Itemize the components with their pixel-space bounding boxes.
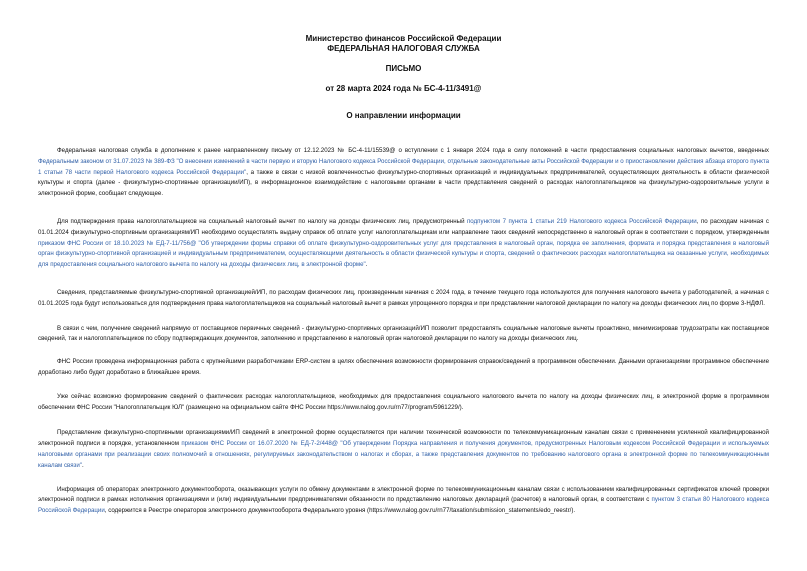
paragraph-2-text-b: , по расходам начиная с 01.01.2024 физкультурно-спортивным организациям/ИП необходимо осуществлять выдачу справок об оплате услуг налогоплательщикам или направление таких сведений непосредственно в налоговый орган в соответствии с порядком, утвержденным	[38, 217, 769, 236]
paragraph-5: ФНС России проведена информационная работа с крупнейшими разработчиками ERP-систем в целях обеспечения возможности формирования справок/сведений в программном обеспечении. Данными организациями программное обеспечение доработано либо будет доработано в ближайшее время.	[38, 358, 769, 376]
paragraph-2	[38, 217, 769, 271]
document-date-number: от 28 марта 2024 года № БС-4-11/3491@	[325, 84, 482, 93]
paragraph-7	[38, 428, 769, 471]
paragraph-8	[38, 485, 769, 517]
tax-code-80-link[interactable]: пунктом 3 статьи 80 Налогового кодекса Российской Федерации	[38, 496, 769, 515]
document-type: ПИСЬМО	[385, 64, 422, 73]
letter-page	[38, 0, 769, 517]
paragraph-7-text-a: Представление физкультурно-спортивными организациями/ИП сведений в электронной форме осуществляется при наличии технической возможности по телекоммуникационным каналам связи с применением усиленной квалифицированной электронной подписи в порядке, установленном	[38, 429, 769, 448]
paragraph-2-text-c: .	[365, 261, 368, 269]
order-ed-7-11-756-link[interactable]: приказом ФНС России от 18.10.2023 № ЕД-7-11/756@ "Об утверждении формы справки об оплате физкультурно-оздоровительных услуг для представления в налоговый орган, порядка ее заполнения, формата и порядка представления в налоговый орган физкультурно-спортивной организацией и индивидуальным предпринимателем, осуществляющими деятельность в области физической культуры и спорта, сведений о фактических расходах налогоплательщика на оказанные услуги, необходимых для предоставления социального налогового вычета по налогу на доходы физических лиц, в электронной форме"	[38, 239, 769, 269]
paragraph-8-text-a: Информация об операторах электронного документооборота, оказывающих услуги по обмену документами в электронной форме по телекоммуникационным каналам связи с использованием квалифицированных сертификатов ключей проверки электронной подписи в рамках исполнения организациями и (или) индивидуальными предпринимателями обязанности по представлению налоговых деклараций (расчетов) в налоговый орган, в соответствии с	[38, 485, 769, 504]
paragraph-1-text-a: Федеральная налоговая служба в дополнение к ранее направленному письму от 12.12.2023 № БС-4-11/15539@ о вступлении с 1 января 2024 года в силу положений в части предоставления социальных налоговых вычетов, введенных	[57, 147, 769, 154]
paragraph-6: Уже сейчас возможно формирование сведений о фактических расходах налогоплательщиков, необходимых для предоставления социального налогового вычета по налогу на доходы физических лиц, в электронной форме в программном обеспечении ФНС России "Налогоплательщик ЮЛ" (размещено на официальном сайте ФНС России https://www.nalog.gov.ru/rn77/program/5961229/).	[38, 392, 769, 411]
document-subject: О направлении информации	[346, 111, 461, 120]
federal-law-389-link[interactable]: Федеральным законом от 31.07.2023 № 389-ФЗ "О внесении изменений в части первую и вторую Налогового кодекса Российской Федерации, отдельные законодательные акты Российской Федерации и о приостановлении действия абзаца второго пункта 1 статьи 78 части первой Налогового кодекса Российской Федерации"	[38, 157, 769, 176]
ministry-name: Министерство финансов Российской Федерации	[305, 34, 502, 43]
paragraph-8-text-b: , содержится в Реестре операторов электронного документооборота Федерального уровня (https://www.nalog.gov.ru/rn77/taxation/submission_statements/edo_reestr/).	[104, 507, 576, 515]
paragraph-4: В связи с чем, получение сведений напрямую от поставщиков первичных сведений - физкультурно-спортивных организаций/ИП позволит предоставлять социальные налоговые вычеты проактивно, минимизировав трудозатраты как поставщиков сведений, так и налогоплательщиков по сбору подтверждающих документов, заполнению и представлению в налоговый орган налоговой декларации по налогу на доходы физических лиц.	[38, 324, 769, 343]
paragraph-1	[38, 146, 769, 200]
tax-code-219-link[interactable]: подпунктом 7 пункта 1 статьи 219 Налогового кодекса Российской Федерации	[466, 217, 697, 225]
paragraph-2-text-a: Для подтверждения права налогоплательщиков на социальный налоговый вычет по налогу на доходы физических лиц, предусмотренный	[57, 217, 467, 225]
order-ed-7-2-448-link[interactable]: приказом ФНС России от 16.07.2020 № ЕД-7-2/448@ "Об утверждении Порядка направления и получения документов, предусмотренных Налоговым кодексом Российской Федерации и используемых налоговыми органами при реализации своих полномочий в отношениях, регулируемых законодательством о налогах и сборах, а также представления документов по требованию налогового органа в электронной форме по телекоммуникационным каналам связи"	[38, 440, 769, 469]
service-name: ФЕДЕРАЛЬНАЯ НАЛОГОВАЯ СЛУЖБА	[327, 44, 480, 53]
paragraph-7-text-b: .	[81, 461, 84, 469]
paragraph-1-text-b: , а также в связи с низкой вовлеченностью физкультурно-спортивных организаций и индивидуальных предпринимателей, осуществляющих деятельность в области физической культуры и спорта (далее - физкультурно-спортивные организации/ИП), в информационное взаимодействие с налоговыми органами в части представления сведений о расходах налогоплательщиков на физкультурно-оздоровительные услуги в электронной форме, сообщает следующее.	[38, 168, 769, 198]
paragraph-3: Сведения, представляемые физкультурно-спортивной организацией/ИП, по расходам физических лиц, произведенным начиная с 2024 года, в течение текущего года используются для получения налогового вычета у работодателей, а начиная с 01.01.2025 года будут использоваться для подтверждения права налогоплательщиков на социальный налоговый вычет в рамках упрощенного порядка и при представлении налоговой декларации по налогу на доходы физических лиц по форме 3-НДФЛ.	[38, 288, 769, 307]
